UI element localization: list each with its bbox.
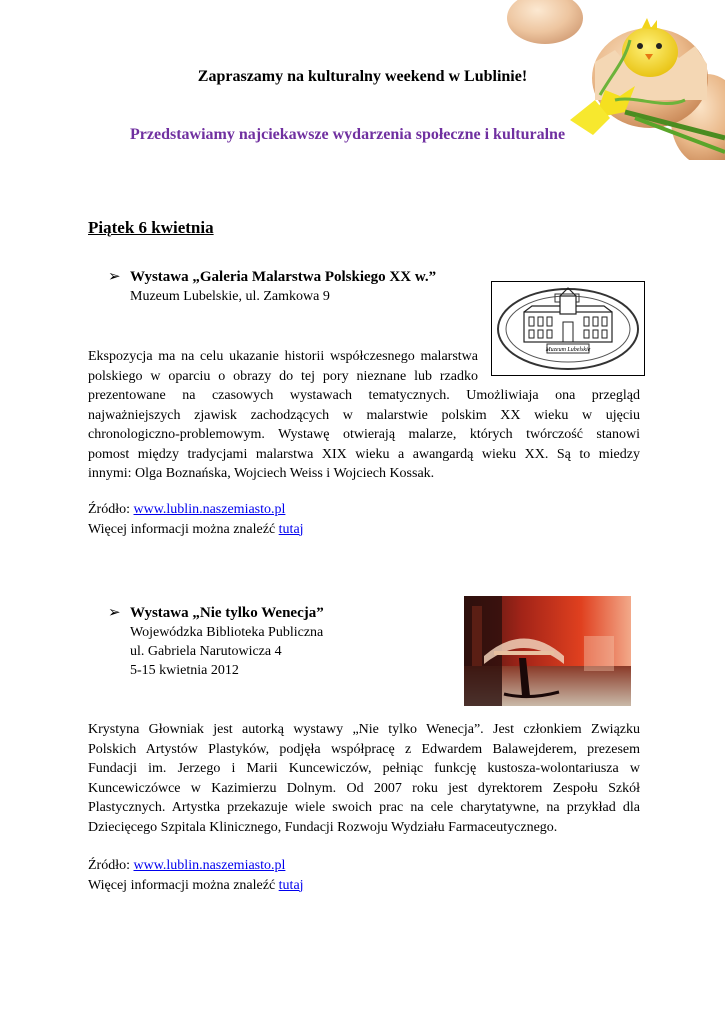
description-line: Dziecięcego Szpitala Klinicznego, Fundacji Rozwoju Wydziału Farmaceutycznego. [88,819,558,835]
event-title: Wystawa „Galeria Malarstwa Polskiego XX w.” [130,269,437,285]
event-description [88,347,640,484]
more-info-link[interactable]: tutaj [278,521,304,537]
event-venue: Wojewódzka Biblioteka Publiczna [130,625,324,640]
event-address: ul. Gabriela Narutowicza 4 [130,644,282,659]
description-line: Fundacji im. Jerzego i Marii Kuncewiczów, pełniąc funkcję kustosza-wolontariusza w [88,761,640,776]
description-line: pomost między tradycjami malarstwa XIX wieku a awangardą wieku XX. Są to miedzy [88,446,640,462]
description-line: Kuncewiczówce w Kazimierzu Dolnym. Od 2007 roku jest dyrektorem Zespołu Szkół [88,780,640,796]
description-line: chronologiczno-problemowym. Wystawę otwierają malarze, których twórczość stanowi [88,427,640,442]
venice-painting-image [464,596,631,706]
description-line: Krystyna Głowniak jest autorką wystawy „Nie tylko Wenecja”. Jest członkiem Związku [88,722,640,737]
bullet-arrow-icon: ➢ [108,605,121,621]
event-header [108,604,324,680]
more-info-link[interactable]: tutaj [278,877,304,893]
source-link[interactable]: www.lublin.naszemiasto.pl [133,502,286,517]
source-label: Źródło: [88,858,134,873]
logo-name: Muzeum Lubelskie [545,347,591,353]
page-subtitle: Przedstawiamy najciekawsze wydarzenia społeczne i kulturalne [130,126,566,143]
description-line: Plastycznych. Artystka przekazuje wiele swoich prac na cele charytatywne, na przykład dla [88,800,640,815]
description-line: polskiego w oparciu o obrazy do tej pory nieznane lub rzadko [88,368,478,384]
page-title: Zapraszamy na kulturalny weekend w Lublinie! [197,68,528,85]
more-info-label: Więcej informacji można znaleźć [88,521,279,537]
day-heading: Piątek 6 kwietnia [88,218,214,237]
description-line: Polskich Artystów Plastyków, podjęła współpracę z Edwardem Balawejderem, prezesem [88,741,640,757]
source-block [88,856,304,895]
event-dates: 5-15 kwietnia 2012 [130,663,239,678]
description-line: innymi: Olga Boznańska, Wojciech Weiss i Wojciech Kossak. [88,466,435,481]
event-description [88,720,640,837]
description-line: prezentowane na czasowych wystawach tematycznych. Umożliwiaja ona przegląd [88,388,640,403]
source-block [88,500,304,539]
event-header [108,268,437,306]
source-link[interactable]: www.lublin.naszemiasto.pl [133,858,286,873]
description-line: Ekspozycja ma na celu ukazanie historii współczesnego malarstwa [88,349,478,364]
description-line: najważniejszych zjawisk zachodzących w malarstwie polskim XX wieku w ujęciu [88,407,640,423]
event-title: Wystawa „Nie tylko Wenecja” [130,605,324,621]
source-label: Źródło: [88,502,134,517]
bullet-arrow-icon: ➢ [108,269,121,285]
event-venue: Muzeum Lubelskie, ul. Zamkowa 9 [130,289,330,304]
more-info-label: Więcej informacji można znaleźć [88,877,279,893]
